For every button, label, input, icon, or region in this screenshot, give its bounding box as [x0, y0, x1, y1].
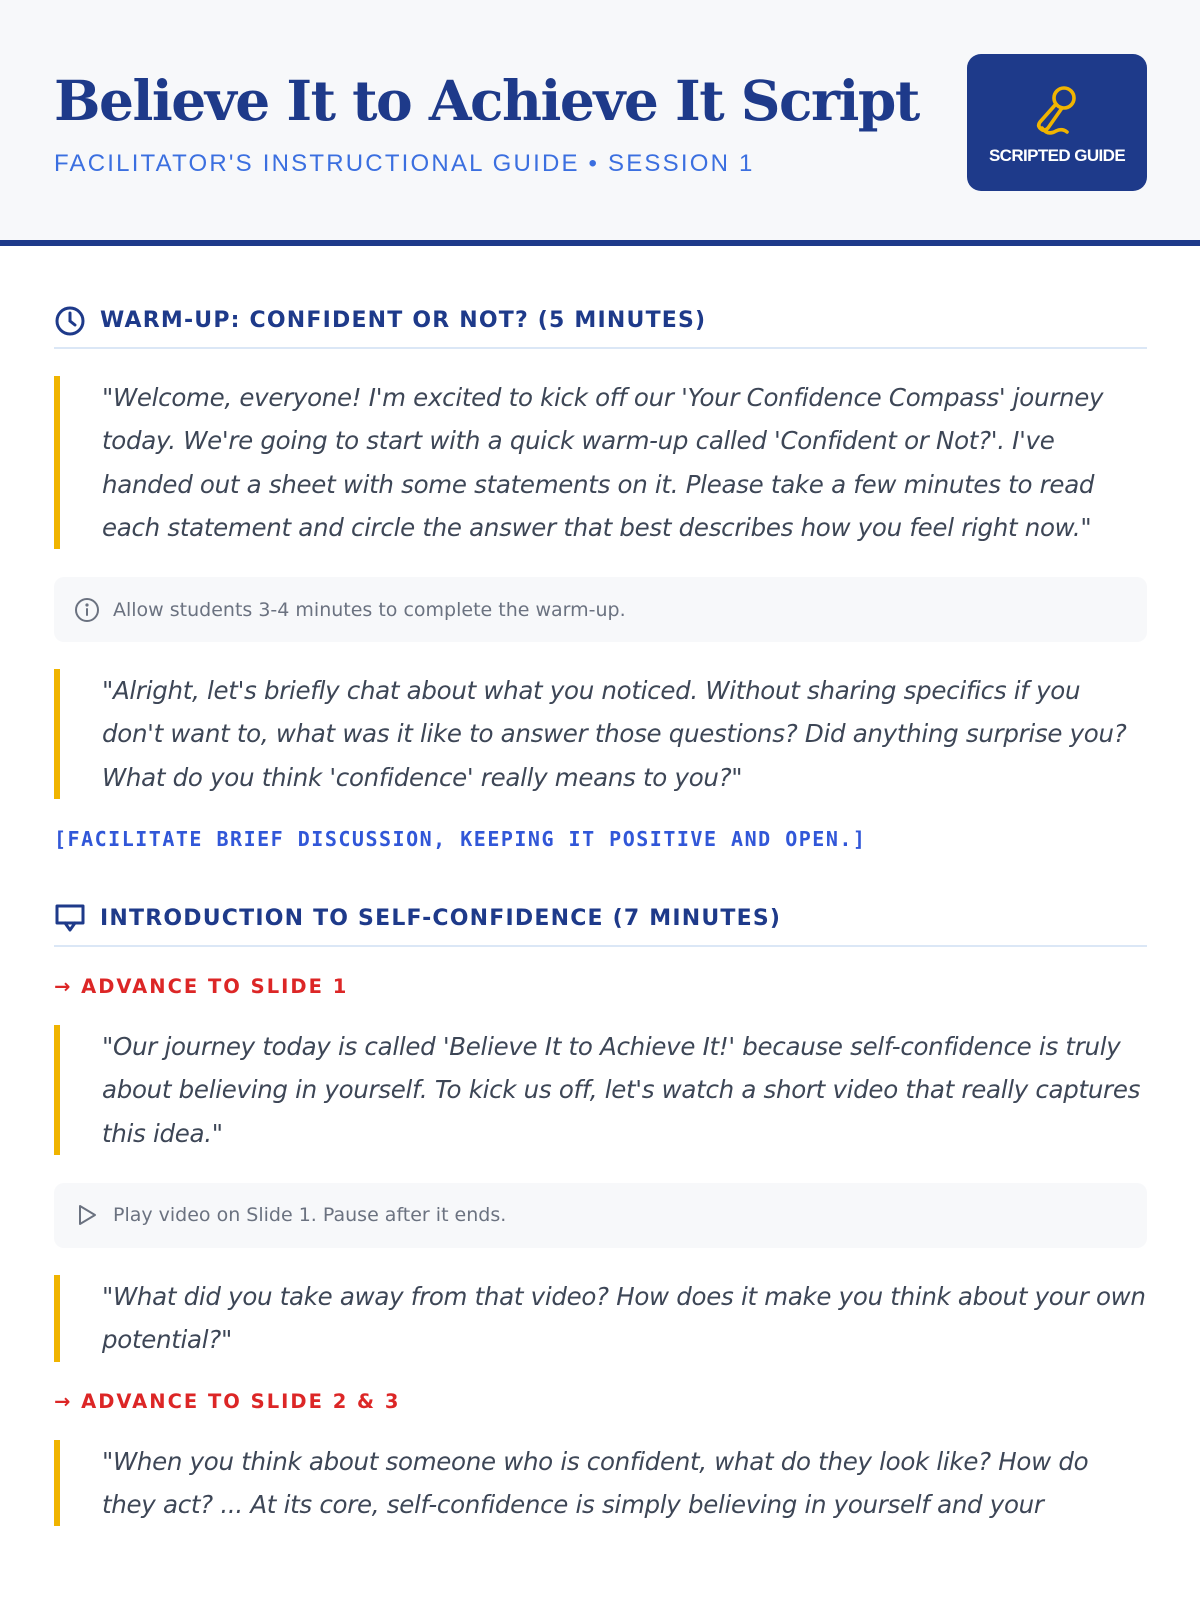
page-subtitle: FACILITATOR'S INSTRUCTIONAL GUIDE • SESSION 1 — [54, 150, 755, 177]
scripted-guide-badge — [967, 54, 1147, 191]
section-introduction — [54, 895, 1147, 947]
page-header — [0, 0, 1200, 246]
facilitator-note — [54, 1183, 1147, 1248]
script-quote: "Our journey today is called 'Believe It to Achieve It!' because self-confidence is truly about believing in yourself. To kick us off, let's watch a short video that really captures this idea." — [54, 1025, 1147, 1155]
info-icon — [74, 597, 100, 623]
script-quote: "Welcome, everyone! I'm excited to kick off our 'Your Confidence Compass' journey today. We're going to start with a quick warm-up called 'Confident or Not?'. I've handed out a sheet with some statements on it. Please take a few minutes to read each statement and circle the answer that best describes how you feel right now." — [54, 376, 1147, 549]
script-quote: "What did you take away from that video? How does it make you think about your own potential?" — [54, 1275, 1147, 1362]
advance-slide-cue: → ADVANCE TO SLIDE 1 — [54, 975, 349, 999]
section-title: INTRODUCTION TO SELF-CONFIDENCE (7 MINUTES) — [100, 905, 782, 931]
microphone-icon — [1034, 84, 1080, 136]
stage-direction: [FACILITATE BRIEF DISCUSSION, KEEPING IT POSITIVE AND OPEN.] — [54, 827, 867, 852]
script-quote: "When you think about someone who is confident, what do they look like? How do they act? ... At its core, self-confidence is simply believing in yourself and your — [54, 1440, 1147, 1527]
note-text: Play video on Slide 1. Pause after it ends. — [113, 1204, 507, 1227]
facilitator-note — [54, 577, 1147, 642]
note-text: Allow students 3-4 minutes to complete the warm-up. — [113, 598, 626, 621]
play-icon — [74, 1202, 100, 1228]
presentation-icon — [54, 902, 86, 934]
clock-icon — [54, 305, 86, 337]
script-content — [54, 246, 1147, 1526]
advance-slide-cue: → ADVANCE TO SLIDE 2 & 3 — [54, 1389, 401, 1413]
page-title: Believe It to Achieve It Script — [54, 68, 919, 133]
section-warm-up — [54, 298, 1147, 349]
section-title: WARM-UP: CONFIDENT OR NOT? (5 MINUTES) — [100, 308, 707, 333]
script-quote: "Alright, let's briefly chat about what you noticed. Without sharing specifics if you don't want to, what was it like to answer those questions? Did anything surprise you? What do you think 'confidence' really means to you?" — [54, 669, 1147, 799]
badge-label: SCRIPTED GUIDE — [988, 145, 1126, 165]
